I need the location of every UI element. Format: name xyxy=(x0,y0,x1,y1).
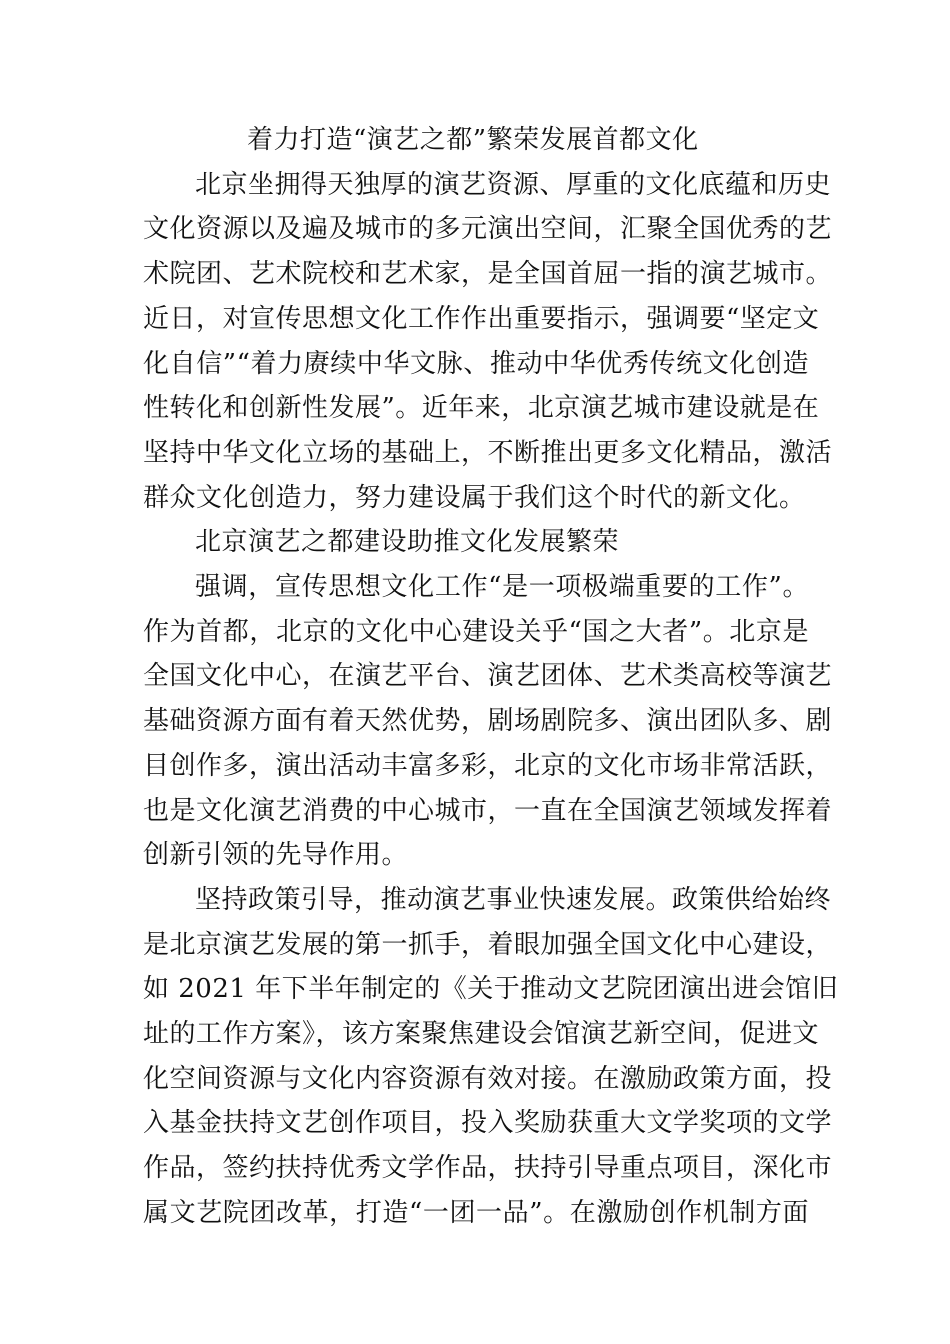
text-line: 化自信”“着力赓续中华文脉、推动中华优秀传统文化创造 xyxy=(143,348,809,379)
text-line: 术院团、艺术院校和艺术家，是全国首屈一指的演艺城市。 xyxy=(143,259,833,290)
text-line: 是北京演艺发展的第一抓手，着眼加强全国文化中心建设， xyxy=(143,929,833,960)
text-line: 作为首都，北京的文化中心建设关乎“国之大者”。北京是 xyxy=(143,616,809,647)
heading-line: 北京演艺之都建设助推文化发展繁荣 xyxy=(195,527,620,558)
section-heading xyxy=(143,520,809,565)
text-line: 属文艺院团改革，打造“一团一品”。在激励创作机制方面 xyxy=(143,1197,809,1228)
text-line: 文化资源以及遍及城市的多元演出空间，汇聚全国优秀的艺 xyxy=(143,214,833,245)
text-line: 创新引领的先导作用。 xyxy=(143,840,409,871)
document-title: 着力打造“演艺之都”繁荣发展首都文化 xyxy=(247,125,699,155)
text-line: 址的工作方案》，该方案聚焦建设会馆演艺新空间，促进文 xyxy=(143,1019,820,1050)
document-body xyxy=(143,118,839,1236)
paragraph-policy xyxy=(143,878,839,1236)
text-line: 近日，对宣传思想文化工作作出重要指示，强调要“坚定文 xyxy=(143,303,820,334)
text-line: 全国文化中心，在演艺平台、演艺团体、艺术类高校等演艺 xyxy=(143,661,833,692)
paragraph-culture-center xyxy=(143,565,833,878)
paragraph-intro xyxy=(143,163,833,521)
text-line: 性转化和创新性发展”。近年来，北京演艺城市建设就是在 xyxy=(143,393,820,424)
text-line: 作品，签约扶持优秀文学作品，扶持引导重点项目，深化市 xyxy=(143,1153,833,1184)
text-line: 北京坐拥得天独厚的演艺资源、厚重的文化底蕴和历史 xyxy=(195,169,832,200)
text-line: 基础资源方面有着天然优势，剧场剧院多、演出团队多、剧 xyxy=(143,706,833,737)
text-line: 群众文化创造力，努力建设属于我们这个时代的新文化。 xyxy=(143,482,806,513)
text-line: 如 2021 年下半年制定的《关于推动文艺院团演出进会馆旧 xyxy=(143,974,839,1005)
text-line: 强调，宣传思想文化工作“是一项极端重要的工作”。 xyxy=(195,572,809,603)
text-line: 化空间资源与文化内容资源有效对接。在激励政策方面，投 xyxy=(143,1063,833,1094)
text-line: 目创作多，演出活动丰富多彩，北京的文化市场非常活跃， xyxy=(143,750,833,781)
text-line: 坚持中华文化立场的基础上，不断推出更多文化精品，激活 xyxy=(143,437,833,468)
text-line: 也是文化演艺消费的中心城市，一直在全国演艺领域发挥着 xyxy=(143,795,833,826)
text-line: 入基金扶持文艺创作项目，投入奖励获重大文学奖项的文学 xyxy=(143,1108,833,1139)
text-line: 坚持政策引导，推动演艺事业快速发展。政策供给始终 xyxy=(195,884,832,915)
